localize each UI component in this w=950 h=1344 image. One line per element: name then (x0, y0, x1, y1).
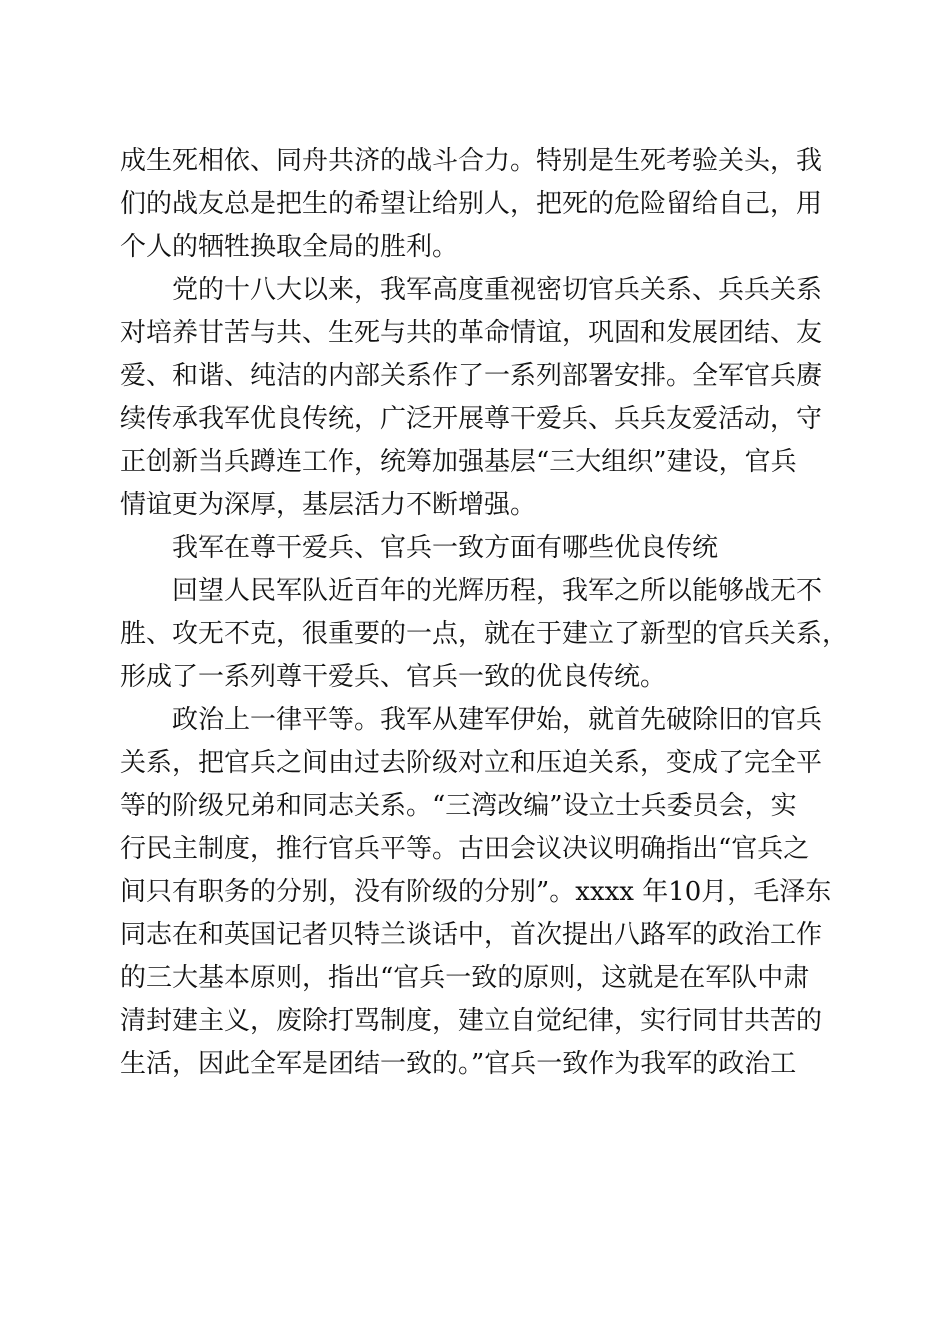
text-line: 个人的牺牲换取全局的胜利。 (120, 232, 459, 262)
text-line: 们的战友总是把生的希望让给别人，把死的危险留给自己，用 (120, 189, 823, 219)
paragraph (120, 699, 832, 1086)
text-line: 续传承我军优良传统，广泛开展尊干爱兵、兵兵友爱活动，守 (120, 404, 823, 434)
paragraph (120, 527, 832, 570)
text-line: 成生死相依、同舟共济的战斗合力。特别是生死考验关头，我 (120, 146, 823, 176)
text-line: 政治上一律平等。我军从建军伊始，就首先破除旧的官兵 (172, 705, 823, 735)
text-line: 正创新当兵蹲连工作，统筹加强基层“三大组织”建设，官兵 (120, 447, 797, 477)
text-line: 党的十八大以来，我军高度重视密切官兵关系、兵兵关系 (172, 275, 823, 305)
text-line: 我军在尊干爱兵、官兵一致方面有哪些优良传统 (172, 533, 719, 563)
text-line: 行民主制度，推行官兵平等。古田会议决议明确指出“官兵之 (120, 834, 810, 864)
text-line: 的三大基本原则，指出“官兵一致的原则，这就是在军队中肃 (120, 963, 810, 993)
text-line: 形成了一系列尊干爱兵、官兵一致的优良传统。 (120, 662, 667, 692)
text-line: 胜、攻无不克，很重要的一点，就在于建立了新型的官兵关系， (120, 619, 849, 649)
text-line: 生活，因此全军是团结一致的。”官兵一致作为我军的政治工 (120, 1049, 797, 1079)
paragraph (120, 140, 832, 269)
paragraph (120, 269, 832, 527)
text-line: 清封建主义，废除打骂制度，建立自觉纪律，实行同甘共苦的 (120, 1006, 823, 1036)
text-line: 等的阶级兄弟和同志关系。“三湾改编”设立士兵委员会，实 (120, 791, 797, 821)
document-body (120, 140, 849, 1086)
paragraph (120, 570, 849, 699)
text-line: 间只有职务的分别，没有阶级的分别”。xxxx 年10月，毛泽东 (120, 877, 832, 907)
text-line: 同志在和英国记者贝特兰谈话中，首次提出八路军的政治工作 (120, 920, 823, 950)
text-line: 回望人民军队近百年的光辉历程，我军之所以能够战无不 (172, 576, 823, 606)
text-line: 关系，把官兵之间由过去阶级对立和压迫关系，变成了完全平 (120, 748, 823, 778)
text-line: 爱、和谐、纯洁的内部关系作了一系列部署安排。全军官兵赓 (120, 361, 823, 391)
text-line: 对培养甘苦与共、生死与共的革命情谊，巩固和发展团结、友 (120, 318, 823, 348)
text-line: 情谊更为深厚，基层活力不断增强。 (120, 490, 537, 520)
